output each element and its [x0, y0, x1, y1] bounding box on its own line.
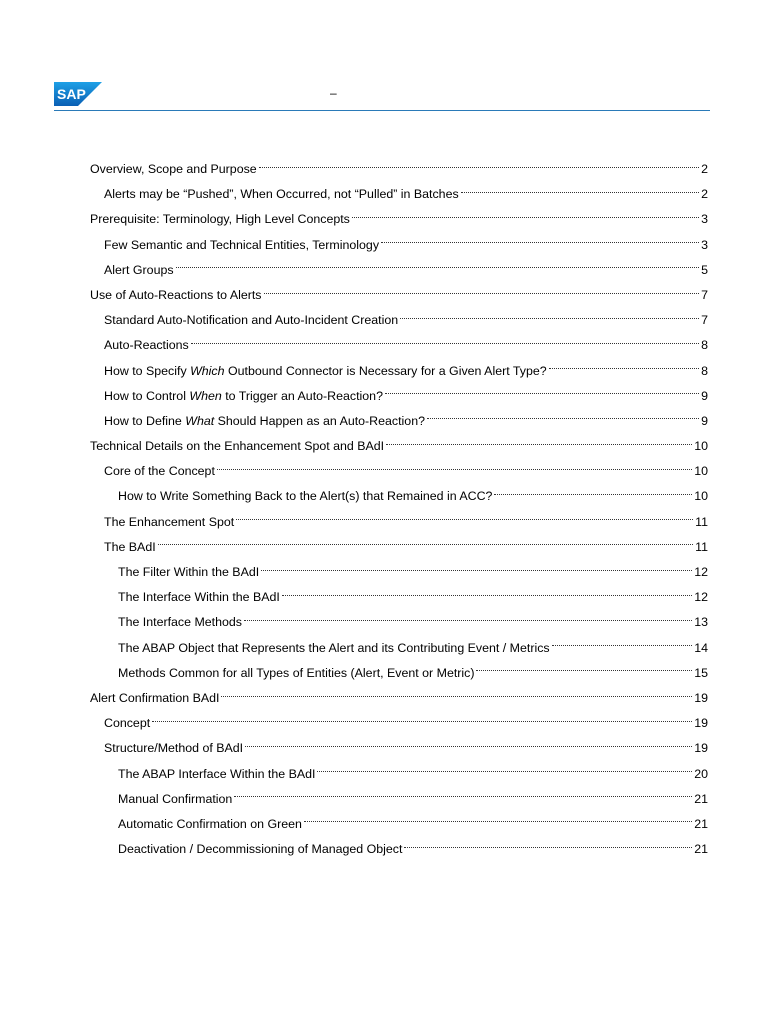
- toc-entry[interactable]: [90, 333, 708, 358]
- toc-entry[interactable]: [90, 812, 708, 837]
- sap-logo-text: SAP: [57, 86, 86, 102]
- header-dash: –: [330, 86, 337, 100]
- toc-entry-title: [104, 736, 243, 761]
- toc-entry[interactable]: [90, 258, 708, 283]
- toc-entry-title: [104, 258, 174, 283]
- toc-page-number: 7: [701, 287, 708, 302]
- toc-leader-dots: [221, 695, 692, 697]
- toc-entry[interactable]: [90, 736, 708, 761]
- toc-page-number: 10: [694, 439, 708, 454]
- toc-entry-title: [90, 207, 350, 232]
- toc-title-text: Concept: [104, 716, 151, 731]
- toc-entry[interactable]: [90, 233, 708, 258]
- toc-entry[interactable]: [90, 661, 708, 686]
- toc-entry-title: [104, 459, 215, 484]
- toc-leader-dots: [236, 518, 693, 520]
- toc-entry[interactable]: [90, 711, 708, 736]
- toc-title-text: How to Specify: [104, 363, 191, 378]
- toc-entry[interactable]: [90, 510, 708, 535]
- toc-leader-dots: [234, 795, 692, 797]
- toc-page-number: 10: [694, 489, 708, 504]
- toc-page-number: 7: [701, 313, 708, 328]
- toc-leader-dots: [245, 745, 692, 747]
- toc-title-text: The Filter Within the BAdI: [118, 565, 260, 579]
- toc-entry-title: [90, 283, 262, 308]
- toc-entry-title: [104, 711, 150, 736]
- toc-page-number: 15: [694, 665, 708, 680]
- toc-page-number: 11: [695, 514, 708, 529]
- toc-leader-dots: [385, 392, 699, 394]
- toc-entry[interactable]: [90, 787, 708, 812]
- toc-entry[interactable]: [90, 157, 708, 182]
- toc-title-text: The BAdI: [104, 539, 156, 554]
- toc-entry[interactable]: [90, 686, 708, 711]
- toc-page-number: 12: [694, 590, 708, 605]
- toc-title-text: Alert Confirmation BAdI: [90, 690, 220, 705]
- page-header: [54, 82, 710, 112]
- toc-leader-dots: [427, 417, 699, 419]
- toc-title-emphasis: Which: [190, 363, 225, 378]
- toc-entry-title: [118, 560, 259, 585]
- toc-title-text: Alerts may be “Pushed”, When Occurred, not “Pulled” in Batches: [104, 187, 459, 202]
- toc-entry[interactable]: [90, 837, 708, 862]
- toc-title-text: to Trigger an Auto-Reaction?: [221, 388, 383, 403]
- toc-entry[interactable]: [90, 459, 708, 484]
- toc-leader-dots: [461, 191, 699, 193]
- toc-entry[interactable]: [90, 535, 708, 560]
- toc-title-text: Overview, Scope and Purpose: [90, 162, 257, 176]
- toc-title-text: Use of Auto-Reactions to Alerts: [90, 287, 262, 302]
- toc-entry-title: [90, 157, 257, 182]
- toc-title-text: Deactivation / Decommissioning of Managed Object: [118, 842, 403, 857]
- toc-leader-dots: [244, 619, 692, 621]
- toc-entry-title: [118, 661, 474, 686]
- toc-entry-title: [118, 636, 550, 661]
- toc-title-text: How to Write Something Back to the Alert(s) that Remained in ACC?: [118, 489, 493, 504]
- toc-leader-dots: [176, 266, 700, 268]
- table-of-contents: [90, 157, 708, 862]
- toc-page-number: 2: [701, 187, 708, 202]
- toc-title-text: Outbound Connector is Necessary for a Given Alert Type?: [224, 363, 547, 378]
- toc-entry-title: [104, 333, 189, 358]
- toc-page-number: 3: [701, 212, 708, 227]
- toc-entry-title: [104, 510, 234, 535]
- toc-entry[interactable]: [90, 636, 708, 661]
- toc-entry-title: [118, 762, 315, 787]
- toc-page-number: 19: [694, 741, 708, 756]
- toc-entry-title: [104, 182, 459, 207]
- toc-title-text: Structure/Method of BAdI: [104, 741, 244, 756]
- toc-page-number: 21: [694, 791, 708, 806]
- toc-entry-title: [118, 484, 492, 509]
- toc-leader-dots: [386, 443, 692, 445]
- toc-leader-dots: [191, 342, 699, 344]
- toc-leader-dots: [217, 468, 692, 470]
- toc-entry[interactable]: [90, 434, 708, 459]
- toc-entry-title: [104, 233, 379, 258]
- toc-leader-dots: [552, 644, 693, 646]
- toc-title-text: Core of the Concept: [104, 464, 215, 479]
- toc-leader-dots: [317, 770, 692, 772]
- toc-title-text: The Interface Methods: [118, 615, 242, 630]
- toc-title-emphasis: When: [189, 388, 222, 403]
- toc-entry-title: [90, 686, 219, 711]
- toc-entry-title: [118, 837, 402, 862]
- toc-entry-title: [118, 585, 280, 610]
- toc-entry-title: [118, 812, 302, 837]
- toc-title-text: Automatic Confirmation on Green: [118, 816, 302, 831]
- toc-entry[interactable]: [90, 308, 708, 333]
- toc-leader-dots: [404, 846, 692, 848]
- toc-entry[interactable]: [90, 207, 708, 232]
- toc-title-text: Alert Groups: [104, 262, 174, 277]
- sap-logo: [54, 82, 102, 106]
- toc-title-text: Methods Common for all Types of Entities (Alert, Event or Metric): [118, 665, 475, 680]
- toc-page-number: 19: [694, 716, 708, 731]
- toc-leader-dots: [259, 166, 699, 168]
- toc-leader-dots: [304, 820, 692, 822]
- toc-page-number: 12: [694, 565, 708, 579]
- toc-leader-dots: [158, 543, 693, 545]
- toc-entry-title: [104, 535, 156, 560]
- toc-title-text: Prerequisite: Terminology, High Level Concepts: [90, 212, 350, 227]
- toc-page-number: 9: [701, 388, 708, 403]
- toc-leader-dots: [352, 216, 699, 218]
- toc-entry[interactable]: [90, 484, 708, 509]
- toc-title-text: Standard Auto-Notification and Auto-Incident Creation: [104, 313, 399, 328]
- toc-entry[interactable]: [90, 384, 708, 409]
- toc-title-text: The Enhancement Spot: [104, 514, 235, 529]
- toc-title-text: Manual Confirmation: [118, 791, 233, 806]
- toc-page-number: 11: [695, 539, 708, 554]
- toc-entry-title: [104, 409, 425, 434]
- toc-entry-title: [90, 434, 384, 459]
- toc-page-number: 10: [694, 464, 708, 479]
- toc-title-text: Few Semantic and Technical Entities, Terminology: [104, 237, 380, 252]
- toc-entry[interactable]: [90, 560, 708, 585]
- toc-page-number: 13: [694, 615, 708, 630]
- toc-title-text: The Interface Within the BAdI: [118, 590, 280, 605]
- toc-title-emphasis: What: [185, 413, 215, 428]
- toc-page-number: 8: [701, 363, 708, 378]
- toc-page-number: 21: [694, 842, 708, 857]
- toc-leader-dots: [381, 241, 699, 243]
- toc-leader-dots: [264, 292, 700, 294]
- toc-page-number: 2: [701, 162, 708, 176]
- toc-leader-dots: [261, 569, 692, 571]
- toc-entry[interactable]: [90, 585, 708, 610]
- toc-page-number: 20: [694, 766, 708, 781]
- toc-page-number: 21: [694, 816, 708, 831]
- toc-entry[interactable]: [90, 610, 708, 635]
- toc-entry[interactable]: [90, 409, 708, 434]
- toc-leader-dots: [152, 720, 692, 722]
- toc-entry[interactable]: [90, 359, 708, 384]
- toc-entry[interactable]: [90, 283, 708, 308]
- toc-page-number: 8: [701, 338, 708, 353]
- toc-title-text: Auto-Reactions: [104, 338, 189, 353]
- toc-leader-dots: [282, 594, 692, 596]
- toc-entry[interactable]: [90, 182, 708, 207]
- toc-page-number: 9: [701, 413, 708, 428]
- toc-entry-title: [118, 610, 242, 635]
- toc-page-number: 5: [701, 262, 708, 277]
- toc-entry-title: [118, 787, 232, 812]
- toc-leader-dots: [549, 367, 699, 369]
- toc-entry-title: [104, 384, 383, 409]
- toc-leader-dots: [494, 493, 692, 495]
- toc-leader-dots: [476, 669, 692, 671]
- toc-page-number: 3: [701, 237, 708, 252]
- toc-entry-title: [104, 308, 398, 333]
- toc-title-text: Technical Details on the Enhancement Spot and BAdI: [90, 439, 385, 454]
- toc-page-number: 14: [694, 640, 708, 655]
- toc-leader-dots: [400, 317, 699, 319]
- toc-entry[interactable]: [90, 762, 708, 787]
- toc-title-text: The ABAP Interface Within the BAdI: [118, 766, 316, 781]
- header-rule: [54, 110, 710, 111]
- toc-page-number: 19: [694, 690, 708, 705]
- toc-title-text: The ABAP Object that Represents the Alert and its Contributing Event / Metrics: [118, 640, 550, 655]
- toc-title-text: How to Control: [104, 388, 190, 403]
- toc-title-text: How to Define: [104, 413, 186, 428]
- toc-title-text: Should Happen as an Auto-Reaction?: [214, 413, 425, 428]
- toc-entry-title: [104, 359, 547, 384]
